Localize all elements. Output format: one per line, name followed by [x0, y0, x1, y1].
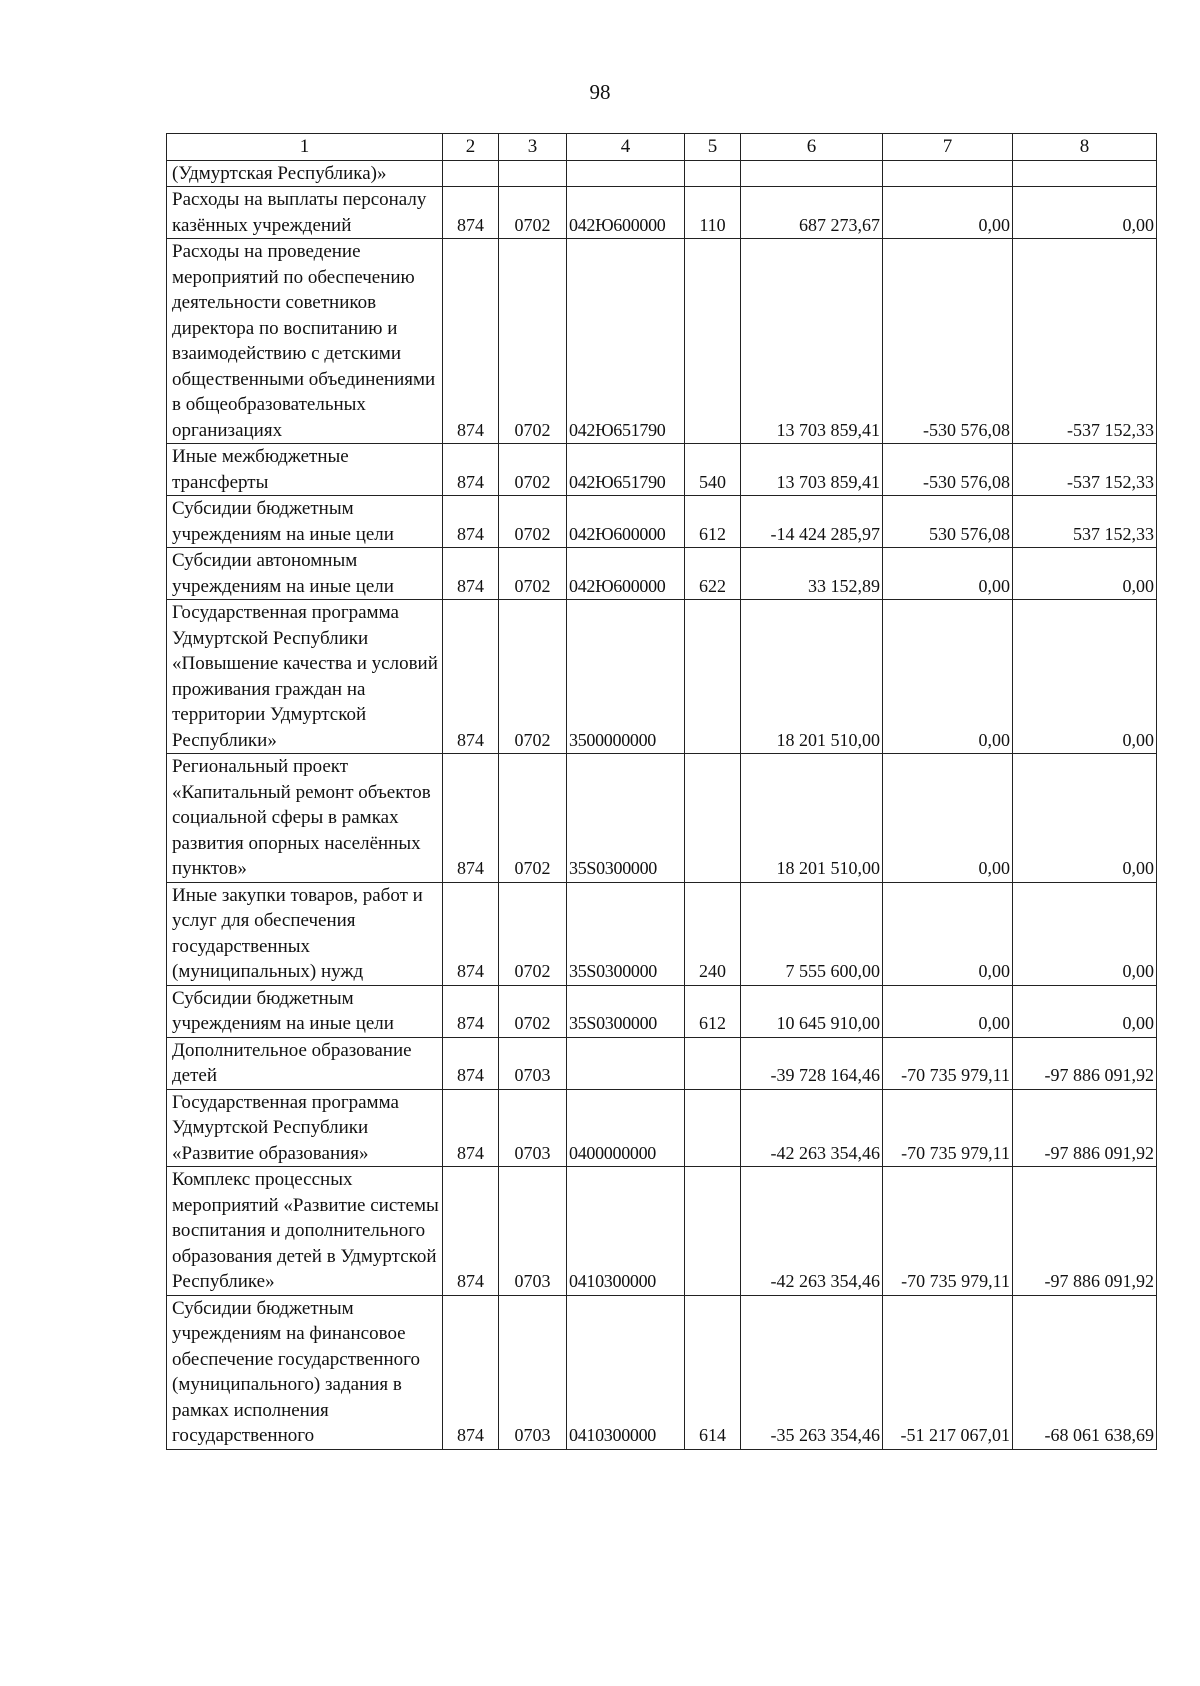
cell-col-6: 13 703 859,41 [741, 239, 883, 444]
table-row [167, 187, 1157, 239]
cell-col-4: 042Ю600000 [567, 496, 685, 548]
table-row [167, 239, 1157, 444]
cell-col-8: 0,00 [1013, 600, 1157, 754]
cell-col-4 [567, 1037, 685, 1089]
cell-description: Иные закупки товаров, работ и услуг для обеспечения государственных (муниципальных) нужд [167, 882, 443, 985]
page-number: 98 [589, 80, 611, 104]
cell-col-7: 0,00 [883, 985, 1013, 1037]
table-row [167, 496, 1157, 548]
cell-col-3 [499, 160, 567, 187]
column-header-3: 3 [499, 134, 567, 161]
cell-col-4: 3500000000 [567, 600, 685, 754]
cell-col-7: 0,00 [883, 754, 1013, 883]
cell-description: Субсидии автономным учреждениям на иные цели [167, 548, 443, 600]
cell-col-8: -68 061 638,69 [1013, 1295, 1157, 1449]
cell-col-6: -39 728 164,46 [741, 1037, 883, 1089]
cell-description: Государственная программа Удмуртской Республики «Повышение качества и условий проживания граждан на территории Удмуртской Республики» [167, 600, 443, 754]
cell-col-4: 35S0300000 [567, 754, 685, 883]
cell-col-3: 0702 [499, 882, 567, 985]
cell-col-6: 18 201 510,00 [741, 754, 883, 883]
cell-col-8 [1013, 160, 1157, 187]
cell-description: (Удмуртская Республика)» [167, 160, 443, 187]
cell-col-6: 33 152,89 [741, 548, 883, 600]
cell-col-4: 0410300000 [567, 1167, 685, 1296]
cell-col-8: 0,00 [1013, 985, 1157, 1037]
table-row [167, 1089, 1157, 1167]
cell-col-2: 874 [443, 1089, 499, 1167]
cell-col-3: 0703 [499, 1037, 567, 1089]
cell-col-6: -35 263 354,46 [741, 1295, 883, 1449]
table-row [167, 754, 1157, 883]
cell-col-5 [685, 1089, 741, 1167]
cell-col-2: 874 [443, 496, 499, 548]
cell-description: Региональный проект «Капитальный ремонт объектов социальной сферы в рамках развития опорных населённых пунктов» [167, 754, 443, 883]
table-row [167, 1295, 1157, 1449]
cell-col-8: -97 886 091,92 [1013, 1037, 1157, 1089]
cell-col-3: 0702 [499, 444, 567, 496]
cell-col-3: 0702 [499, 600, 567, 754]
cell-col-2: 874 [443, 600, 499, 754]
cell-col-5: 612 [685, 496, 741, 548]
cell-col-7: -70 735 979,11 [883, 1167, 1013, 1296]
cell-col-6: -42 263 354,46 [741, 1167, 883, 1296]
column-header-6: 6 [741, 134, 883, 161]
cell-col-2 [443, 160, 499, 187]
cell-col-7: -70 735 979,11 [883, 1037, 1013, 1089]
table-row [167, 985, 1157, 1037]
cell-col-4: 042Ю651790 [567, 444, 685, 496]
cell-col-5 [685, 1037, 741, 1089]
cell-col-6: -14 424 285,97 [741, 496, 883, 548]
cell-col-6: 18 201 510,00 [741, 600, 883, 754]
cell-col-3: 0702 [499, 754, 567, 883]
cell-col-2: 874 [443, 1295, 499, 1449]
table-body [167, 160, 1157, 1449]
cell-col-2: 874 [443, 1037, 499, 1089]
cell-col-8: -97 886 091,92 [1013, 1089, 1157, 1167]
budget-table [166, 133, 1157, 1450]
cell-description: Субсидии бюджетным учреждениям на иные цели [167, 496, 443, 548]
column-header-8: 8 [1013, 134, 1157, 161]
cell-col-3: 0703 [499, 1089, 567, 1167]
cell-col-7: -530 576,08 [883, 239, 1013, 444]
cell-col-2: 874 [443, 985, 499, 1037]
cell-col-5: 612 [685, 985, 741, 1037]
cell-description: Государственная программа Удмуртской Республики «Развитие образования» [167, 1089, 443, 1167]
cell-col-7: -70 735 979,11 [883, 1089, 1013, 1167]
cell-col-8: -537 152,33 [1013, 444, 1157, 496]
cell-col-6 [741, 160, 883, 187]
cell-col-2: 874 [443, 882, 499, 985]
cell-col-6: 687 273,67 [741, 187, 883, 239]
cell-col-2: 874 [443, 754, 499, 883]
cell-description: Субсидии бюджетным учреждениям на финансовое обеспечение государственного (муниципального) задания в рамках исполнения государственного [167, 1295, 443, 1449]
table-row [167, 444, 1157, 496]
cell-col-3: 0703 [499, 1295, 567, 1449]
column-header-1: 1 [167, 134, 443, 161]
cell-description: Расходы на выплаты персоналу казённых учреждений [167, 187, 443, 239]
cell-col-6: 13 703 859,41 [741, 444, 883, 496]
cell-col-5: 540 [685, 444, 741, 496]
cell-col-5 [685, 1167, 741, 1296]
cell-col-4: 042Ю651790 [567, 239, 685, 444]
cell-col-4: 0410300000 [567, 1295, 685, 1449]
cell-col-8: -97 886 091,92 [1013, 1167, 1157, 1296]
cell-col-3: 0702 [499, 985, 567, 1037]
cell-description: Комплекс процессных мероприятий «Развитие системы воспитания и дополнительного образования детей в Удмуртской Республике» [167, 1167, 443, 1296]
cell-col-2: 874 [443, 1167, 499, 1296]
cell-col-4: 042Ю600000 [567, 548, 685, 600]
cell-col-6: 10 645 910,00 [741, 985, 883, 1037]
cell-description: Иные межбюджетные трансферты [167, 444, 443, 496]
column-header-4: 4 [567, 134, 685, 161]
cell-col-7 [883, 160, 1013, 187]
header-row [167, 134, 1157, 161]
cell-col-4: 042Ю600000 [567, 187, 685, 239]
table-row [167, 1167, 1157, 1296]
cell-col-2: 874 [443, 187, 499, 239]
cell-col-8: -537 152,33 [1013, 239, 1157, 444]
cell-description: Субсидии бюджетным учреждениям на иные цели [167, 985, 443, 1037]
cell-col-7: -51 217 067,01 [883, 1295, 1013, 1449]
cell-col-4 [567, 160, 685, 187]
cell-col-5: 110 [685, 187, 741, 239]
cell-col-7: 530 576,08 [883, 496, 1013, 548]
cell-col-4: 35S0300000 [567, 882, 685, 985]
column-header-5: 5 [685, 134, 741, 161]
cell-col-7: 0,00 [883, 548, 1013, 600]
cell-col-7: 0,00 [883, 882, 1013, 985]
cell-col-5: 240 [685, 882, 741, 985]
table-row [167, 548, 1157, 600]
column-header-2: 2 [443, 134, 499, 161]
cell-col-3: 0702 [499, 548, 567, 600]
cell-col-5 [685, 160, 741, 187]
cell-col-8: 0,00 [1013, 754, 1157, 883]
table-row [167, 1037, 1157, 1089]
cell-col-3: 0703 [499, 1167, 567, 1296]
cell-col-3: 0702 [499, 239, 567, 444]
cell-col-7: 0,00 [883, 600, 1013, 754]
cell-col-4: 35S0300000 [567, 985, 685, 1037]
table-row [167, 600, 1157, 754]
cell-col-8: 0,00 [1013, 882, 1157, 985]
cell-col-8: 0,00 [1013, 548, 1157, 600]
cell-col-5 [685, 754, 741, 883]
table-row [167, 160, 1157, 187]
cell-col-5: 614 [685, 1295, 741, 1449]
cell-col-2: 874 [443, 548, 499, 600]
cell-col-2: 874 [443, 239, 499, 444]
cell-col-5 [685, 600, 741, 754]
cell-col-2: 874 [443, 444, 499, 496]
table-row [167, 882, 1157, 985]
cell-col-4: 0400000000 [567, 1089, 685, 1167]
cell-col-6: -42 263 354,46 [741, 1089, 883, 1167]
cell-col-8: 537 152,33 [1013, 496, 1157, 548]
cell-col-5 [685, 239, 741, 444]
cell-description: Дополнительное образование детей [167, 1037, 443, 1089]
cell-col-7: 0,00 [883, 187, 1013, 239]
cell-col-7: -530 576,08 [883, 444, 1013, 496]
cell-col-3: 0702 [499, 187, 567, 239]
column-header-7: 7 [883, 134, 1013, 161]
cell-description: Расходы на проведение мероприятий по обеспечению деятельности советников директора по воспитанию и взаимодействию с детскими общественными объединениями в общеобразовательных организациях [167, 239, 443, 444]
cell-col-3: 0702 [499, 496, 567, 548]
cell-col-6: 7 555 600,00 [741, 882, 883, 985]
cell-col-5: 622 [685, 548, 741, 600]
cell-col-8: 0,00 [1013, 187, 1157, 239]
